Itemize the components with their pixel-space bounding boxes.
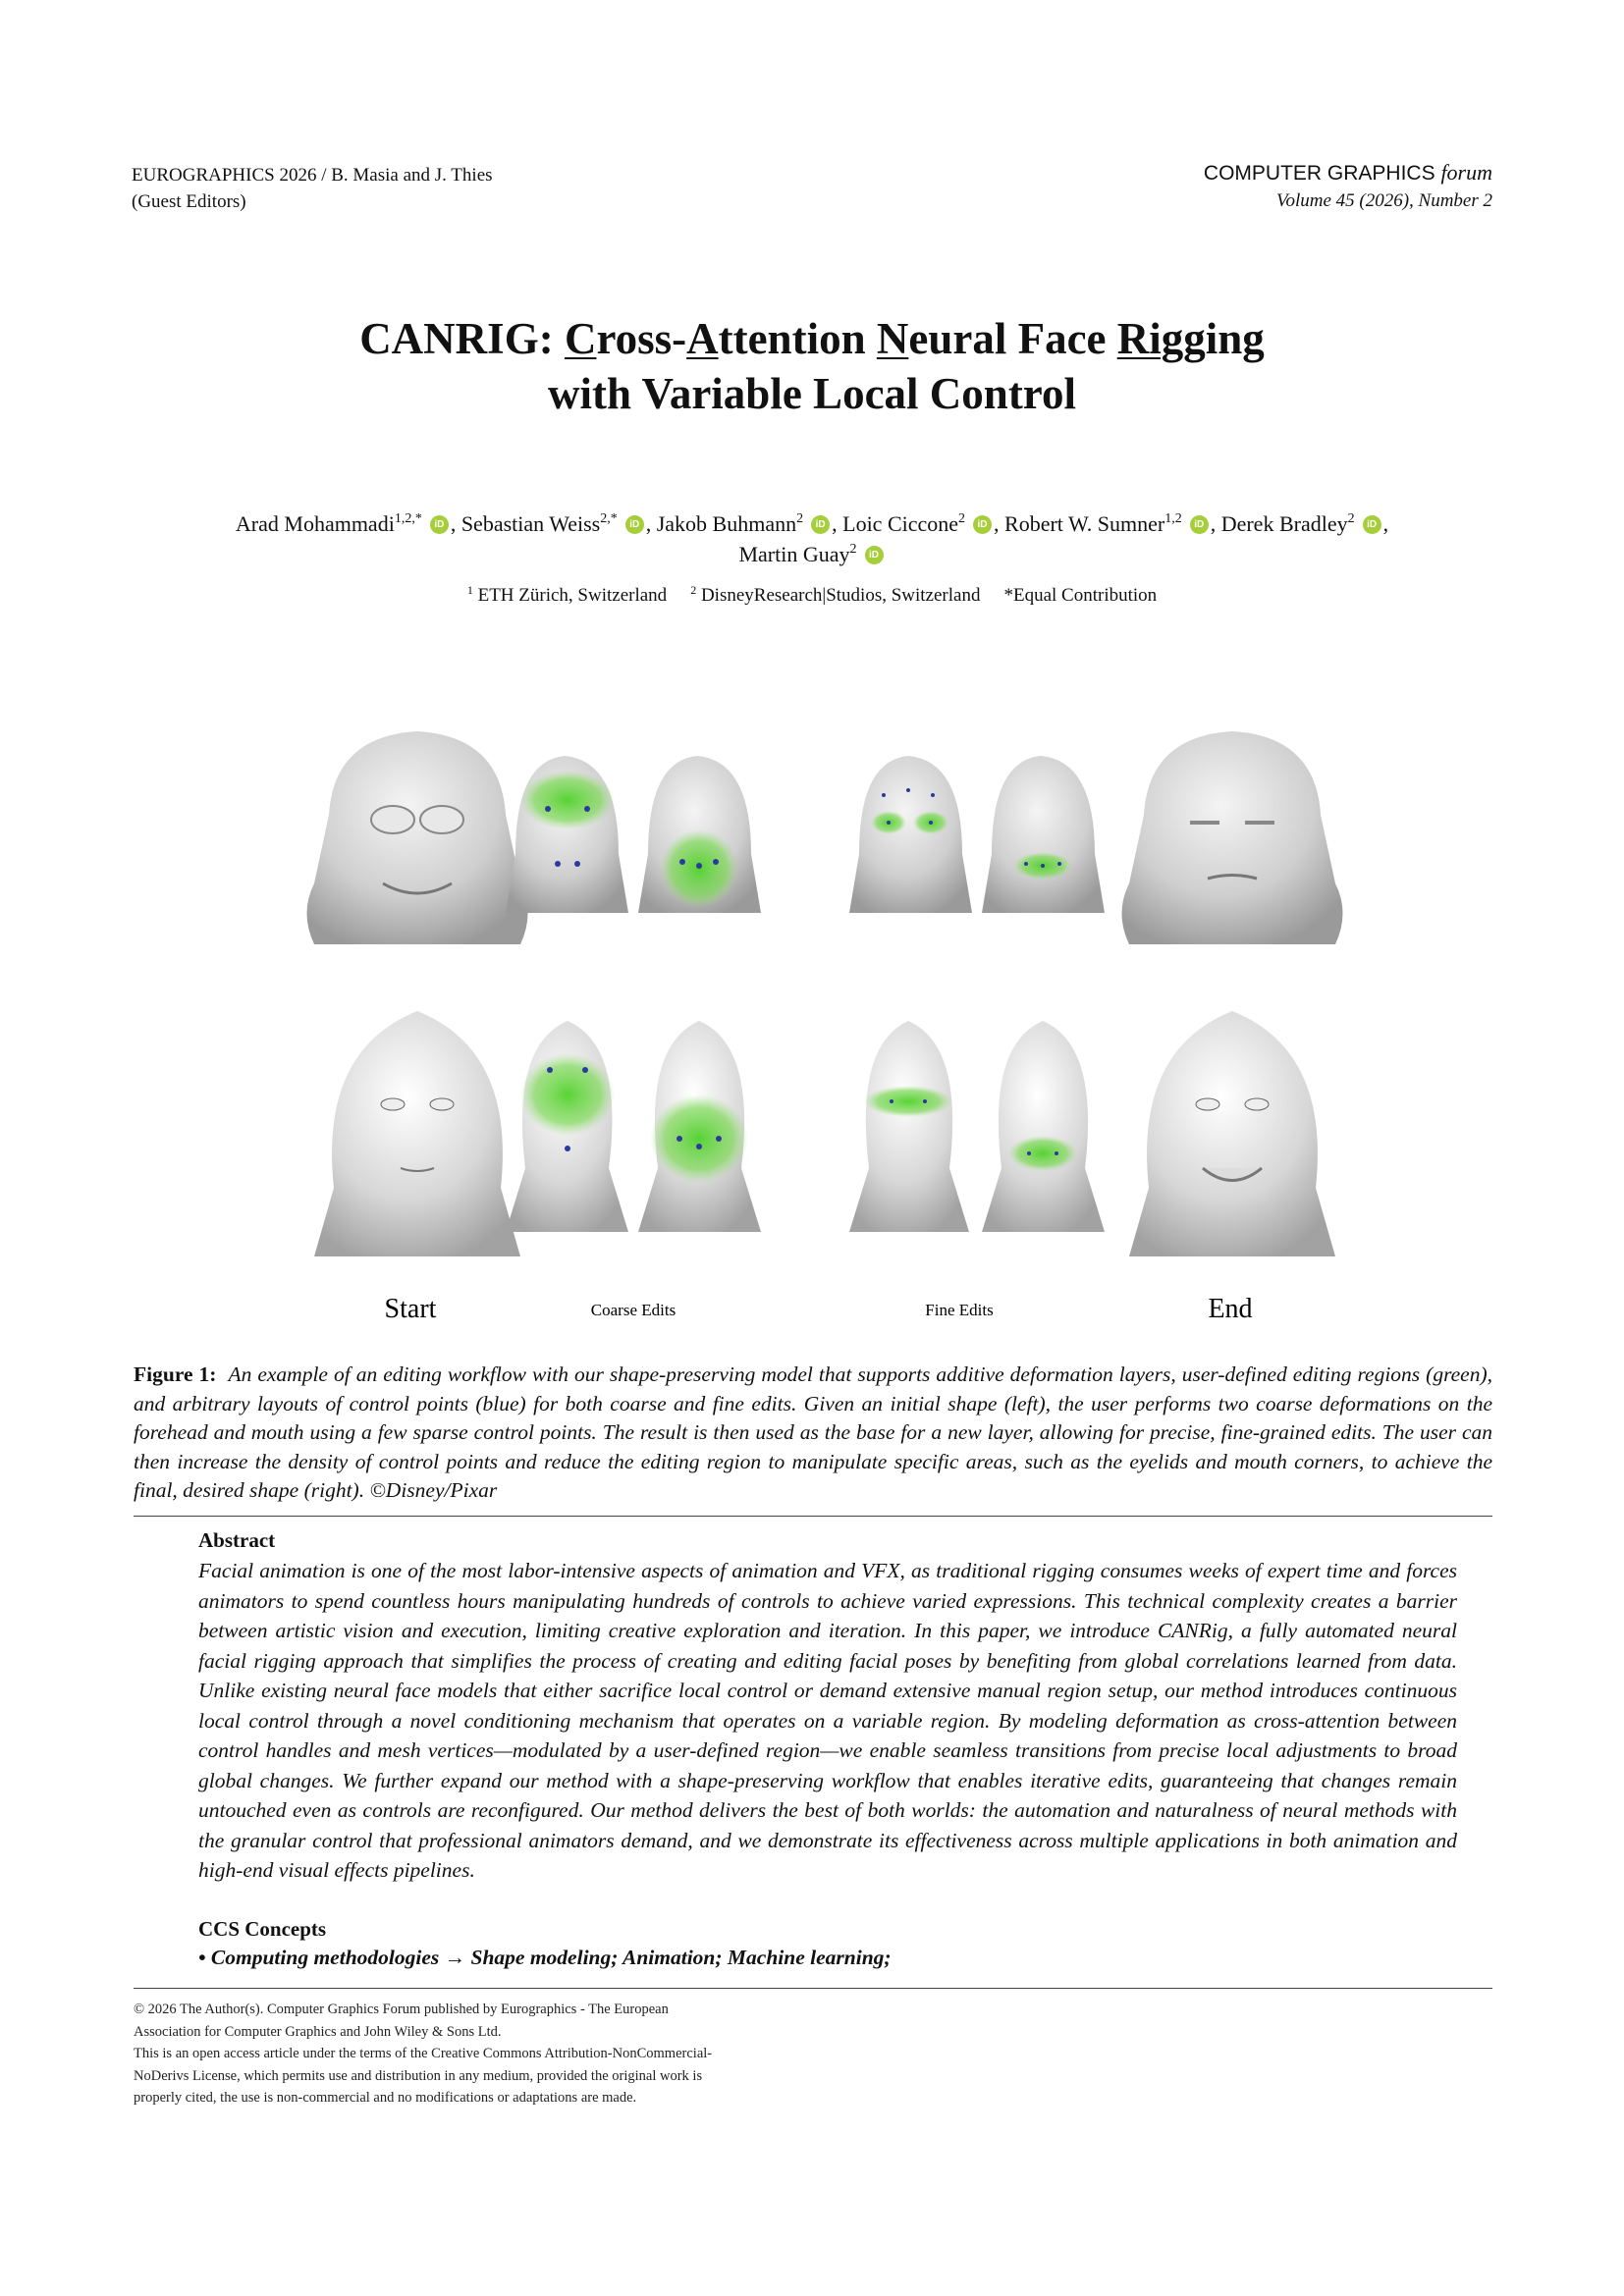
head-cartoon-end — [1122, 731, 1343, 944]
author-name: Derek Bradley — [1220, 511, 1348, 536]
footer-line: © 2026 The Author(s). Computer Graphics Forum published by Eurographics - The European — [134, 2002, 669, 2017]
author — [842, 511, 965, 536]
orcid-icon[interactable]: iD — [1190, 515, 1209, 534]
head-real-fine-1 — [849, 1021, 969, 1232]
orcid-icon[interactable]: iD — [430, 515, 449, 534]
equal-contribution-note: *Equal Contribution — [1003, 585, 1158, 606]
head-cartoon-coarse-1 — [506, 756, 628, 913]
abstract-body: Facial animation is one of the most labor-intensive aspects of animation and VFX, as traditional rigging consumes weeks of expert time and forces animators to spend countless hours manipulating hundreds of controls to achieve varied expressions. This technical complexity creates a barrier between artistic vision and execution, limiting creative exploration and iteration. In this paper, we introduce CANRig, a fully automated neural facial rigging approach that simplifies the process of creating and editing facial poses by benefiting from global correlations learned from data. Unlike existing neural face models that either sacrifice local control or demand extensive manual region setup, our method introduces continuous local control through a novel conditioning mechanism that operates on a variable region. By modeling deformation as cross-attention between control handles and mesh vertices—modulated by a user-defined region—we enable seamless transitions from precise local adjustments to broad global changes. We further expand our method with a shape-preserving workflow that enables iterative edits, guaranteeing that changes remain untouched even as controls are reconfigured. Our method delivers the best of both worlds: the automation and naturalness of neural methods with the granular control that professional animators demand, and we demonstrate its effectiveness across multiple applications in both animation and high-end visual effects pipelines. — [198, 1559, 1457, 1882]
figure-caption — [134, 1361, 1492, 1506]
head-cartoon-coarse-2 — [638, 756, 761, 913]
journal-header — [1204, 159, 1492, 215]
title-seg-u: C — [564, 314, 597, 363]
editors-line: (Guest Editors) — [132, 191, 246, 212]
title-seg: eural Face — [908, 314, 1117, 363]
label-start: Start — [384, 1294, 437, 1324]
conference-line: EUROGRAPHICS 2026 / B. Masia and J. Thies — [132, 165, 493, 186]
journal-italic: forum — [1440, 160, 1492, 185]
copyright-footer — [134, 1999, 801, 2109]
head-real-coarse-2 — [638, 1021, 761, 1232]
title-line-2: with Variable Local Control — [548, 369, 1076, 418]
ccs-heading: CCS Concepts — [198, 1917, 327, 1941]
title-seg-u: Rig — [1116, 314, 1184, 363]
abstract-heading: Abstract — [198, 1528, 276, 1552]
head-real-coarse-1 — [506, 1021, 628, 1232]
divider — [134, 1988, 1492, 1989]
journal-caps: COMPUTER GRAPHICS — [1203, 162, 1435, 185]
author — [236, 511, 422, 536]
teaser-figure — [295, 717, 1551, 1355]
orcid-icon[interactable]: iD — [811, 515, 830, 534]
head-real-start — [314, 1011, 520, 1256]
author-sup: 1,2 — [1164, 511, 1182, 526]
author-name: Loic Ciccone — [842, 511, 959, 536]
label-fine-edits: Fine Edits — [925, 1301, 994, 1319]
orcid-icon[interactable]: iD — [1363, 515, 1381, 534]
affiliation-1: ETH Zürich, Switzerland — [477, 585, 668, 606]
author-name: Sebastian Weiss — [460, 511, 601, 536]
affil-sup: 1 — [466, 583, 473, 597]
caption-text: An example of an editing workflow with our shape-preserving model that supports additive deformation layers, user-defined editing regions (green), and arbitrary layouts of control points (blue) for both coarse and fine edits. Given an initial shape (left), the user performs two coarse deformations on the forehead and mouth using a few sparse control points. The result is then used as the base for a new layer, allowing for precise, fine-grained edits. The user can then increase the density of control points and reduce the editing region to manipulate specific areas, such as the eyelids and mouth corners, to achieve the final, desired shape (right). ©Disney/Pixar — [134, 1362, 1493, 1502]
footer-line: properly cited, the use is non-commercial and no modifications or adaptations are made. — [134, 2090, 637, 2106]
author-sup: 2 — [796, 511, 804, 526]
author — [461, 511, 618, 536]
title-seg: ging — [1183, 314, 1265, 363]
head-cartoon-start — [307, 731, 528, 944]
title-seg-u: A — [686, 314, 719, 363]
head-cartoon-fine-1 — [849, 756, 972, 913]
author-sup: 2 — [958, 511, 966, 526]
title-seg: ross- — [596, 314, 687, 363]
author-sup: 2,* — [600, 511, 618, 526]
label-coarse-edits: Coarse Edits — [590, 1301, 677, 1319]
author-name: Arad Mohammadi — [235, 511, 395, 536]
head-real-end — [1129, 1011, 1335, 1256]
author — [1004, 511, 1182, 536]
paper-title — [0, 311, 1624, 421]
author-sup: 2 — [849, 542, 857, 557]
orcid-icon[interactable]: iD — [973, 515, 992, 534]
orcid-icon[interactable]: iD — [865, 546, 884, 564]
ccs-concepts: • Computing methodologies → Shape modeling; Animation; Machine learning; — [198, 1946, 892, 1969]
footer-line: This is an open access article under the terms of the Creative Commons Attribution-NonCommercial- — [134, 2046, 713, 2061]
author-sup: 2 — [1347, 511, 1355, 526]
head-cartoon-fine-2 — [982, 756, 1105, 913]
author — [1221, 511, 1355, 536]
volume-line: Volume 45 (2026), Number 2 — [1275, 190, 1492, 211]
footer-line: NoDerivs License, which permits use and distribution in any medium, provided the original work is — [134, 2067, 703, 2084]
divider — [134, 1516, 1492, 1517]
journal-name — [1204, 159, 1492, 187]
affiliation-2: DisneyResearch|Studios, Switzerland — [700, 585, 981, 606]
conference-header — [132, 162, 493, 215]
author — [657, 511, 803, 536]
author-name: Martin Guay — [738, 542, 850, 566]
title-seg: CANRIG: — [359, 314, 565, 363]
label-end: End — [1208, 1294, 1253, 1324]
title-line-1 — [0, 311, 1624, 366]
author-name: Robert W. Sumner — [1004, 511, 1165, 536]
title-seg: ttention — [718, 314, 877, 363]
author — [738, 542, 856, 566]
title-seg-u: N — [876, 314, 909, 363]
footer-line: Association for Computer Graphics and John Wiley & Sons Ltd. — [134, 2023, 502, 2040]
affiliations — [0, 585, 1624, 607]
caption-label: Figure 1: — [134, 1362, 217, 1386]
head-real-fine-2 — [982, 1021, 1105, 1232]
author-list: Arad Mohammadi$^{1,2,*}$ iD , Sebastian Weiss$^{2,*}$ iD , Jakob Buhmann$^2$ iD , Loic Ciccone$^2$ iD , Robert W. Sumner$^{1,2}$ iD , Derek Bradley$^2$ iD , Martin Guay$^2$ iD — [235, 511, 1389, 566]
orcid-icon[interactable]: iD — [625, 515, 644, 534]
affil-sup: 2 — [690, 583, 697, 597]
author-sup: 1,2,* — [394, 511, 422, 526]
author-name: Jakob Buhmann — [656, 511, 797, 536]
